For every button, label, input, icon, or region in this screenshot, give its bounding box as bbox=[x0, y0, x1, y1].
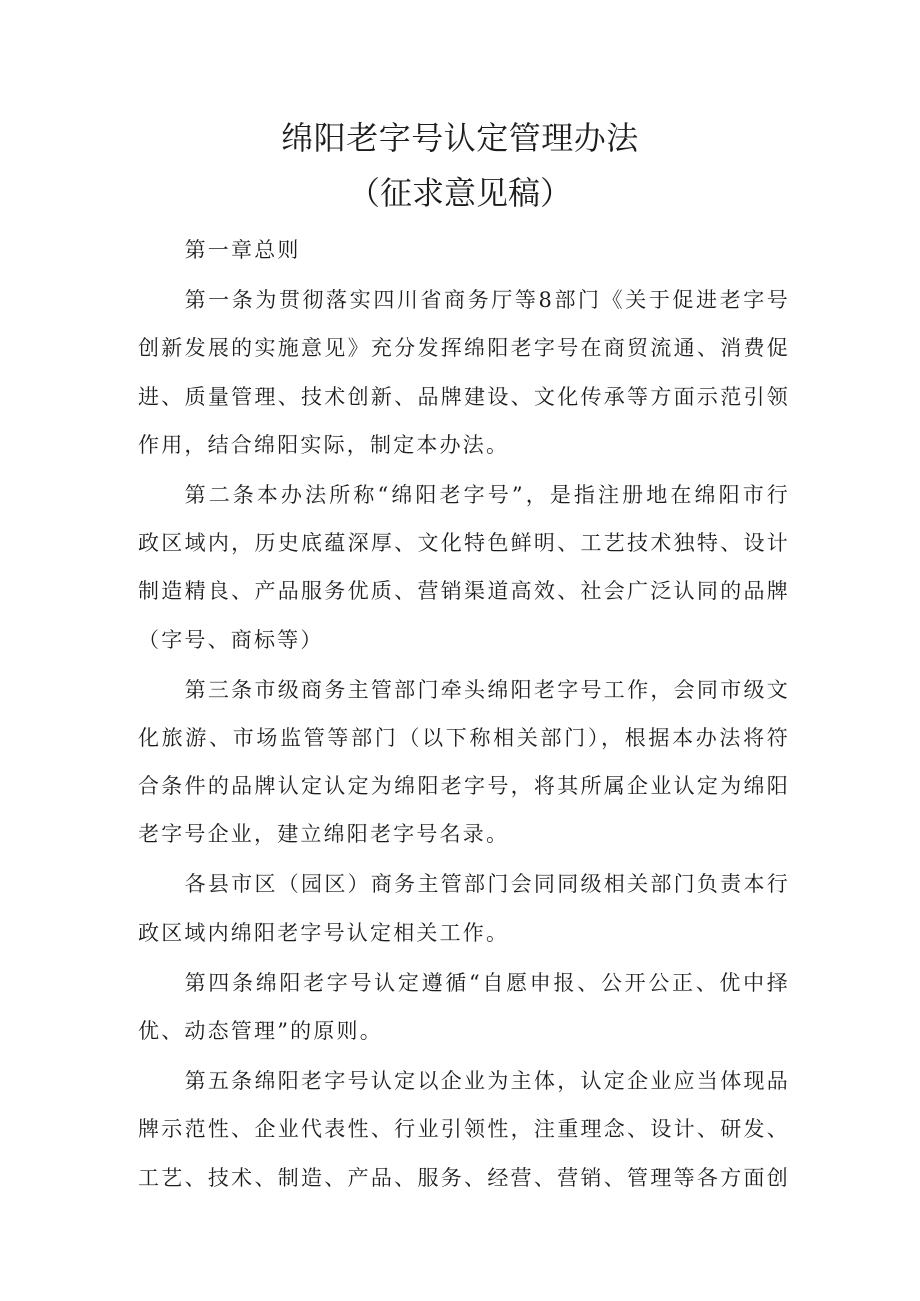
paragraph-line: 制造精良、产品服务优质、营销渠道高效、社会广泛认同的品牌 bbox=[138, 579, 790, 604]
paragraph-line: 各县市区（园区）商务主管部门会同同级相关部门负责本行 bbox=[184, 872, 790, 897]
paragraph-line: （字号、商标等） bbox=[138, 627, 324, 652]
paragraph-line: 第一条为贯彻落实四川省商务厅等8部门《关于促进老字号 bbox=[184, 288, 790, 313]
paragraph-line: 政区域内，历史底蕴深厚、文化特色鲜明、工艺技术独特、设计 bbox=[138, 531, 790, 556]
paragraph-line: 优、动态管理”的原则。 bbox=[138, 1019, 383, 1043]
paragraph-line: 创新发展的实施意见》充分发挥绵阳老字号在商贸流通、消费促 bbox=[138, 336, 790, 361]
article-5-paragraph bbox=[138, 1057, 790, 1202]
paragraph-line: 第三条市级商务主管部门牵头绵阳老字号工作，会同市级文 bbox=[184, 677, 790, 702]
paragraph-line: 化旅游、市场监管等部门（以下称相关部门），根据本办法将符 bbox=[138, 725, 790, 750]
article-1-paragraph bbox=[138, 276, 790, 469]
document-subtitle: （征求意见稿） bbox=[347, 174, 572, 212]
paragraph-line: 第一章总则 bbox=[184, 238, 301, 262]
article-3-subparagraph bbox=[138, 860, 790, 956]
paragraph-line: 合条件的品牌认定认定为绵阳老字号，将其所属企业认定为绵阳 bbox=[138, 774, 790, 799]
paragraph-line: 进、质量管理、技术创新、品牌建设、文化传承等方面示范引领 bbox=[138, 384, 790, 409]
document-title: 绵阳老字号认定管理办法 bbox=[281, 119, 639, 157]
article-4-paragraph bbox=[138, 959, 790, 1055]
paragraph-line: 第二条本办法所称“绵阳老字号”，是指注册地在绵阳市行 bbox=[184, 482, 790, 507]
paragraph-line: 牌示范性、企业代表性、行业引领性，注重理念、设计、研发、 bbox=[138, 1117, 790, 1142]
paragraph-line: 第五条绵阳老字号认定以企业为主体，认定企业应当体现品 bbox=[184, 1069, 790, 1094]
paragraph-line: 政区域内绵阳老字号认定相关工作。 bbox=[138, 920, 510, 945]
paragraph-line: 老字号企业，建立绵阳老字号名录。 bbox=[138, 822, 510, 847]
paragraph-line: 作用，结合绵阳实际，制定本办法。 bbox=[138, 432, 510, 457]
paragraph-line: 第四条绵阳老字号认定遵循“自愿申报、公开公正、优中择 bbox=[184, 970, 790, 995]
article-2-paragraph bbox=[138, 471, 790, 664]
paragraph-line: 工艺、技术、制造、产品、服务、经营、营销、管理等各方面创 bbox=[138, 1165, 790, 1190]
document-body bbox=[138, 226, 790, 1204]
article-3-paragraph bbox=[138, 666, 790, 859]
chapter-heading bbox=[138, 226, 790, 274]
